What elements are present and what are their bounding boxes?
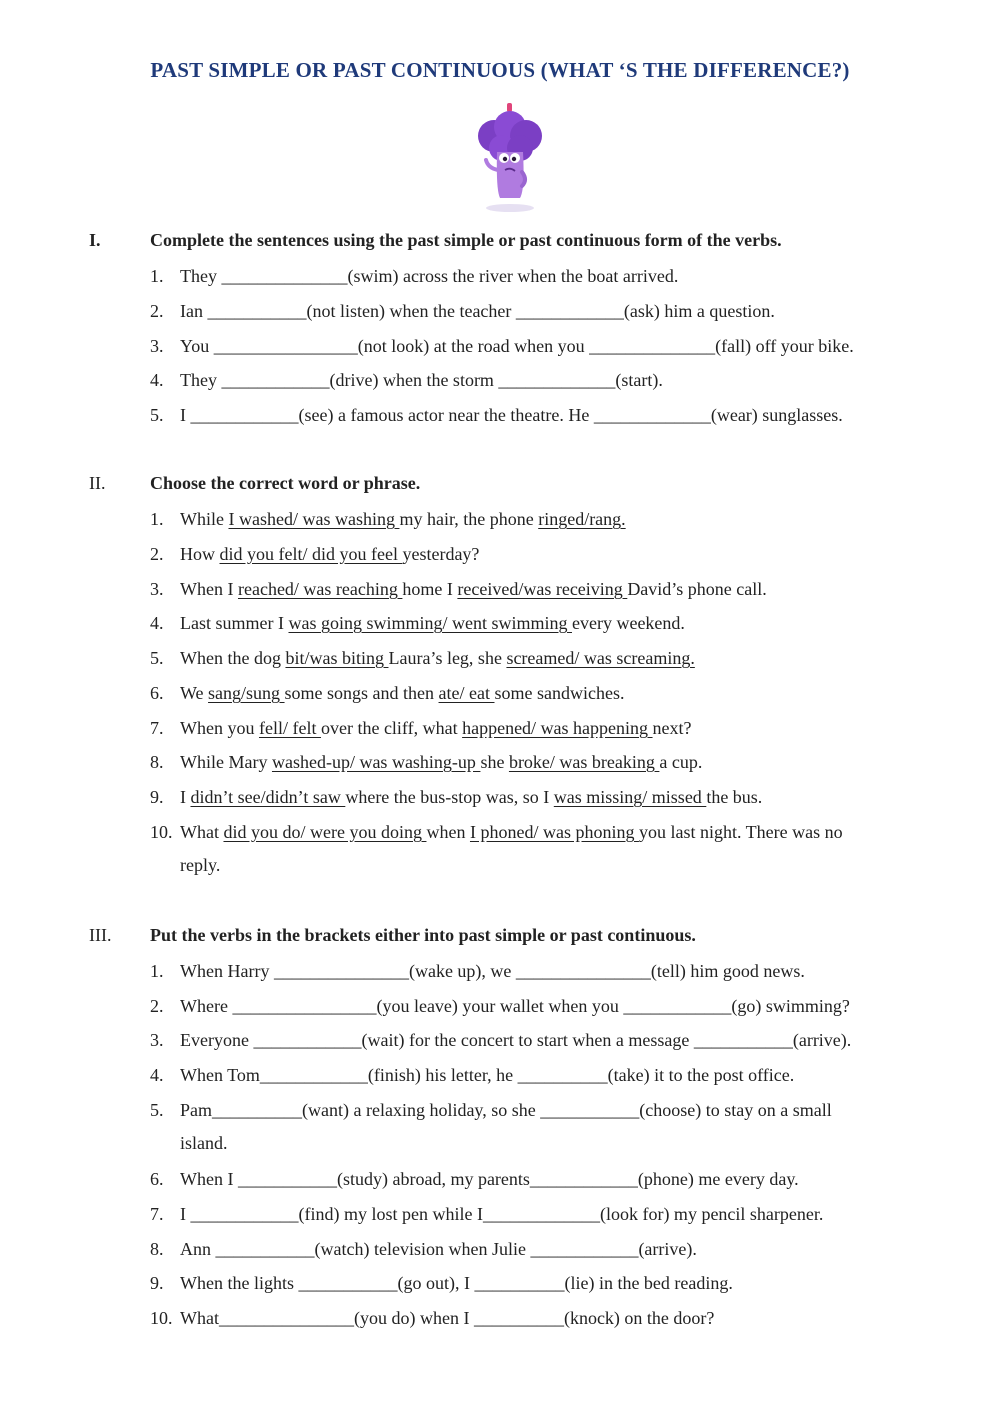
item-number: 2. — [150, 544, 164, 564]
item-number: 4. — [150, 1065, 164, 1085]
item-number: 3. — [150, 1030, 164, 1050]
section-2-item-8 — [150, 751, 702, 773]
section-3-item-7 — [150, 1203, 823, 1225]
answer-choice[interactable]: I phoned/ was phoning — [469, 822, 639, 842]
section-3-item-1 — [150, 960, 805, 982]
section-2-item-10 — [150, 821, 843, 843]
item-text: When Harry _______________(wake up), we _______________(tell) him good news. — [180, 961, 805, 981]
section-3-item-4 — [150, 1064, 794, 1086]
item-number: 1. — [150, 266, 164, 286]
section-2-heading: Choose the correct word or phrase. — [150, 473, 421, 493]
item-number: 5. — [150, 1100, 164, 1120]
item-number: 7. — [150, 718, 164, 738]
section-3-item-5-continuation: island. — [180, 1133, 228, 1153]
item-number: 6. — [150, 1169, 164, 1189]
item-text: some songs and then — [284, 683, 439, 703]
item-text: when — [426, 822, 470, 842]
section-3-item-2 — [150, 995, 850, 1017]
item-number: 8. — [150, 752, 164, 772]
item-text: the bus. — [706, 787, 763, 807]
item-text: Last summer I — [180, 613, 289, 633]
answer-choice[interactable]: broke/ was breaking — [508, 752, 660, 772]
section-3-item-3 — [150, 1029, 851, 1051]
item-text: Where ________________(you leave) your wallet when you ____________(go) swimming? — [180, 996, 850, 1016]
item-text: I — [180, 787, 191, 807]
item-text: some sandwiches. — [494, 683, 625, 703]
section-3-item-10 — [150, 1307, 714, 1329]
answer-choice[interactable]: happened/ was happening — [462, 718, 653, 738]
item-text: When I ___________(study) abroad, my parents____________(phone) me every day. — [180, 1169, 799, 1189]
item-number: 2. — [150, 996, 164, 1016]
answer-choice[interactable]: did you felt/ did you feel — [219, 544, 403, 564]
item-number: 4. — [150, 370, 164, 390]
item-number: 5. — [150, 648, 164, 668]
section-2-item-9 — [150, 786, 762, 808]
item-text: They ______________(swim) across the river when the boat arrived. — [180, 266, 679, 286]
item-text: I ____________(see) a famous actor near the theatre. He _____________(wear) sunglasses. — [180, 405, 843, 425]
page-title: PAST SIMPLE OR PAST CONTINUOUS (WHAT ‘S THE DIFFERENCE?) — [150, 58, 850, 82]
item-text: They ____________(drive) when the storm _____________(start). — [180, 370, 663, 390]
item-text: yesterday? — [402, 544, 480, 564]
section-1-item-4 — [150, 369, 663, 391]
item-text: We — [180, 683, 209, 703]
item-text: you last night. There was no — [638, 822, 843, 842]
section-3-number: III. — [89, 925, 112, 945]
section-3-item-5 — [150, 1099, 832, 1121]
section-2-item-6 — [150, 682, 624, 704]
item-text: David’s phone call. — [627, 579, 767, 599]
item-text: What — [180, 822, 224, 842]
answer-choice[interactable]: ringed/rang. — [538, 509, 626, 529]
item-text: You ________________(not look) at the road when you ______________(fall) off your bike. — [180, 336, 854, 356]
item-text: my hair, the phone — [399, 509, 539, 529]
item-number: 9. — [150, 787, 164, 807]
answer-choice[interactable]: ate/ eat — [438, 683, 495, 703]
answer-choice[interactable]: received/was receiving — [457, 579, 628, 599]
item-text: While Mary — [180, 752, 272, 772]
section-1-heading: Complete the sentences using the past simple or past continuous form of the verbs. — [150, 230, 782, 250]
item-text: Ann ___________(watch) television when Julie ____________(arrive). — [180, 1239, 697, 1259]
item-text: Ian ___________(not listen) when the teacher ____________(ask) him a question. — [180, 301, 775, 321]
section-2-item-5 — [150, 647, 695, 669]
confused-broccoli-mascot-icon — [470, 100, 550, 215]
item-text: When I — [180, 579, 238, 599]
section-3-heading: Put the verbs in the brackets either into past simple or past continuous. — [150, 925, 696, 945]
answer-choice[interactable]: was going swimming/ went swimming — [288, 613, 572, 633]
item-number: 3. — [150, 336, 164, 356]
item-number: 5. — [150, 405, 164, 425]
item-text: Laura’s leg, she — [388, 648, 507, 668]
item-number: 3. — [150, 579, 164, 599]
answer-choice[interactable]: was missing/ missed — [553, 787, 707, 807]
answer-choice[interactable]: sang/sung — [208, 683, 285, 703]
section-1-number: I. — [89, 230, 101, 250]
item-number: 2. — [150, 301, 164, 321]
section-2-item-2 — [150, 543, 479, 565]
section-2-item-1 — [150, 508, 626, 530]
item-text: Everyone ____________(wait) for the concert to start when a message ___________(arrive). — [180, 1030, 852, 1050]
section-3-item-9 — [150, 1272, 733, 1294]
item-number: 10. — [150, 822, 173, 842]
item-text: While — [180, 509, 229, 529]
section-2-item-7 — [150, 717, 692, 739]
item-text: What_______________(you do) when I __________(knock) on the door? — [180, 1308, 715, 1328]
section-3-item-6 — [150, 1168, 799, 1190]
item-number: 1. — [150, 961, 164, 981]
section-1-item-5 — [150, 404, 843, 426]
item-text: How — [180, 544, 220, 564]
section-1-item-2 — [150, 300, 775, 322]
item-number: 7. — [150, 1204, 164, 1224]
item-text: home I — [402, 579, 458, 599]
item-number: 8. — [150, 1239, 164, 1259]
answer-choice[interactable]: did you do/ were you doing — [223, 822, 427, 842]
item-text: When you — [180, 718, 259, 738]
item-text: I ____________(find) my lost pen while I_____________(look for) my pencil sharpener. — [180, 1204, 824, 1224]
answer-choice[interactable]: bit/was biting — [285, 648, 389, 668]
answer-choice[interactable]: washed-up/ was washing-up — [271, 752, 481, 772]
section-3-item-8 — [150, 1238, 697, 1260]
item-text: Pam__________(want) a relaxing holiday, so she ___________(choose) to stay on a small — [180, 1100, 832, 1120]
section-1-item-3 — [150, 335, 854, 357]
item-text: next? — [652, 718, 692, 738]
answer-choice[interactable]: I washed/ was washing — [228, 509, 400, 529]
item-number: 4. — [150, 613, 164, 633]
item-number: 9. — [150, 1273, 164, 1293]
item-text: a cup. — [659, 752, 703, 772]
item-text: over the cliff, what — [320, 718, 463, 738]
item-text: every weekend. — [571, 613, 685, 633]
answer-choice[interactable]: reached/ was reaching — [237, 579, 403, 599]
item-text: When Tom____________(finish) his letter, he __________(take) it to the post office. — [180, 1065, 795, 1085]
section-2-item-10-continuation: reply. — [180, 855, 221, 875]
section-2-item-4 — [150, 612, 685, 634]
item-text: When the dog — [180, 648, 286, 668]
answer-choice[interactable]: fell/ felt — [258, 718, 321, 738]
item-number: 6. — [150, 683, 164, 703]
section-2-number: II. — [89, 473, 106, 493]
section-1-item-1 — [150, 265, 678, 287]
section-2-item-3 — [150, 578, 767, 600]
item-text: where the bus-stop was, so I — [345, 787, 554, 807]
answer-choice[interactable]: didn’t see/didn’t saw — [190, 787, 346, 807]
item-text: When the lights ___________(go out), I __________(lie) in the bed reading. — [180, 1273, 733, 1293]
item-text: she — [480, 752, 509, 772]
answer-choice[interactable]: screamed/ was screaming. — [506, 648, 695, 668]
item-number: 1. — [150, 509, 164, 529]
item-number: 10. — [150, 1308, 173, 1328]
